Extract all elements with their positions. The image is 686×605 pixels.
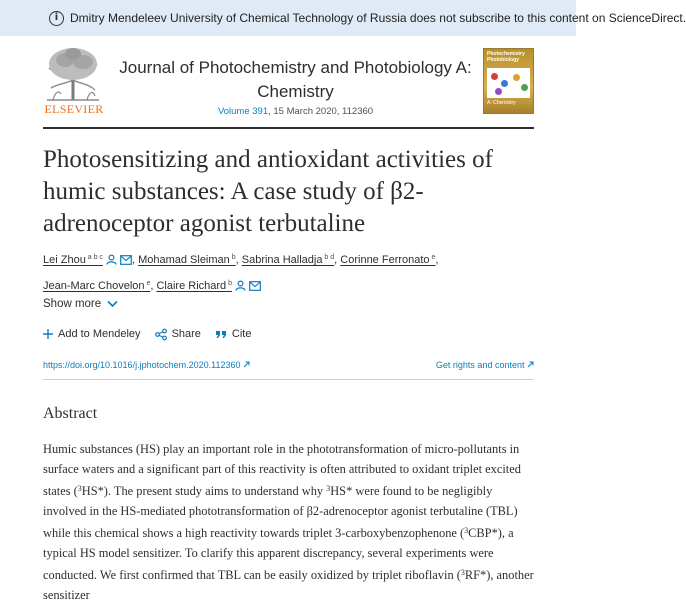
cover-title: Photochemistry Photobiology [487,51,525,63]
doi-link-text: https://doi.org/10.1016/j.jphotochem.2020.112360 [43,360,241,370]
doi-row [43,356,534,380]
show-more-button[interactable] [43,298,118,310]
journal-title-line1: Journal of Photochemistry and Photobiology A: [119,58,472,77]
author-affiliation-sup: b [226,280,233,287]
share-button[interactable] [155,328,201,340]
volume-line [118,106,473,117]
journal-header [43,44,534,128]
abstract-part: HS* were found to be negligibly involved in the HS-mediated phototransformation of β2-adrenoceptor agonist terbutaline (TBL) while this chemical shows a high reactivity towards triplet 3-carboxybenzophenone ( [43,484,518,540]
access-notice-text: Dmitry Mendeleev University of Chemical Technology of Russia does not subscribe to this content on ScienceDirect. [70,11,686,25]
info-icon: i [49,11,64,26]
author-list [43,247,534,299]
author-affiliation-sup: b d [322,254,335,261]
volume-link[interactable]: Volume 391 [217,106,269,117]
author-name-link[interactable]: Jean-Marc Chovelon $^e$ [43,280,151,292]
superscript: 3 [464,526,469,535]
author-name-link[interactable]: Claire Richard $^b$ [156,280,233,292]
author-item: Mohamad Sleiman $^b$, [138,254,242,266]
quote-icon [215,330,227,339]
journal-cover-thumbnail[interactable] [483,48,534,114]
author-name-link[interactable]: Sabrina Halladja $^{b d}$ [241,254,335,266]
author-item: Corinne Ferronato $^e$, [340,254,439,266]
doi-link[interactable] [43,360,250,370]
author-affiliation-sup: a b c [85,254,103,261]
abstract-heading: Abstract [43,405,98,422]
author-item: Jean-Marc Chovelon $^e$, [43,280,157,292]
issue-date: , 15 March 2020, 112360 [268,106,374,117]
person-icon[interactable] [106,251,117,273]
author-item [156,280,261,292]
author-name-link[interactable]: Lei Zhou $^{a b c}$ [43,254,103,266]
superscript: 3 [77,484,82,493]
external-link-icon [243,361,250,368]
journal-title-line2: Chemistry [257,82,334,101]
cover-subtitle: A: Chemistry [487,100,516,106]
elsevier-logo[interactable] [43,44,103,116]
author-name-link[interactable]: Corinne Ferronato $^e$ [340,254,436,266]
abstract-text [43,439,534,605]
mail-icon[interactable] [249,277,261,299]
author-item: Sabrina Halladja $^{b d}$, [241,254,341,266]
cover-image [487,68,530,98]
mail-icon[interactable] [120,251,132,273]
cite-label: Cite [231,328,252,340]
author-affiliation-sup: e [429,254,436,261]
superscript: 3 [326,484,331,493]
abstract-part: Humic substances (HS) play an important role in the phototransformation of micro-pollutants in surface waters and a significant part of this reactivity is often attributed to oxidant triplet excited states ( [43,442,521,498]
author-item: Lei Zhou $^{a b c}$ , [43,254,138,266]
show-more-label: Show more [43,298,102,310]
get-rights-text: Get rights and content [435,360,525,370]
access-notice-banner [0,0,686,36]
author-affiliation-sup: e [144,280,151,287]
abstract-part: CBP*), a typical HS model sensitizer. To clarify this apparent discrepancy, several experiments were conducted. We first confirmed that TBL can be easily oxidized by triplet riboflavin ( [43,526,514,582]
author-affiliation-sup: b [229,254,236,261]
add-to-mendeley-button[interactable] [43,328,141,340]
author-name-link[interactable]: Mohamad Sleiman $^b$ [138,254,236,266]
header-divider [43,127,534,129]
cite-button[interactable] [215,328,252,340]
external-link-icon [527,361,534,368]
article-title: Photosensitizing and antioxidant activities of humic substances: A case study of β2-adrenoceptor agonist terbutaline [43,146,493,237]
get-rights-link[interactable] [436,360,534,370]
journal-title[interactable] [118,56,473,104]
share-label: Share [171,328,201,340]
chevron-down-icon [107,300,118,308]
elsevier-wordmark: ELSEVIER [44,102,104,116]
elsevier-tree-icon [43,44,103,102]
plus-icon [43,329,53,339]
add-to-mendeley-label: Add to Mendeley [58,328,141,340]
article-actions [43,328,251,340]
abstract-part: RF*), another sensitizer [43,568,534,602]
person-icon[interactable] [235,277,246,299]
abstract-part: HS*). The present study aims to understand why [81,484,327,498]
share-icon [155,329,167,340]
superscript: 3 [460,568,465,577]
